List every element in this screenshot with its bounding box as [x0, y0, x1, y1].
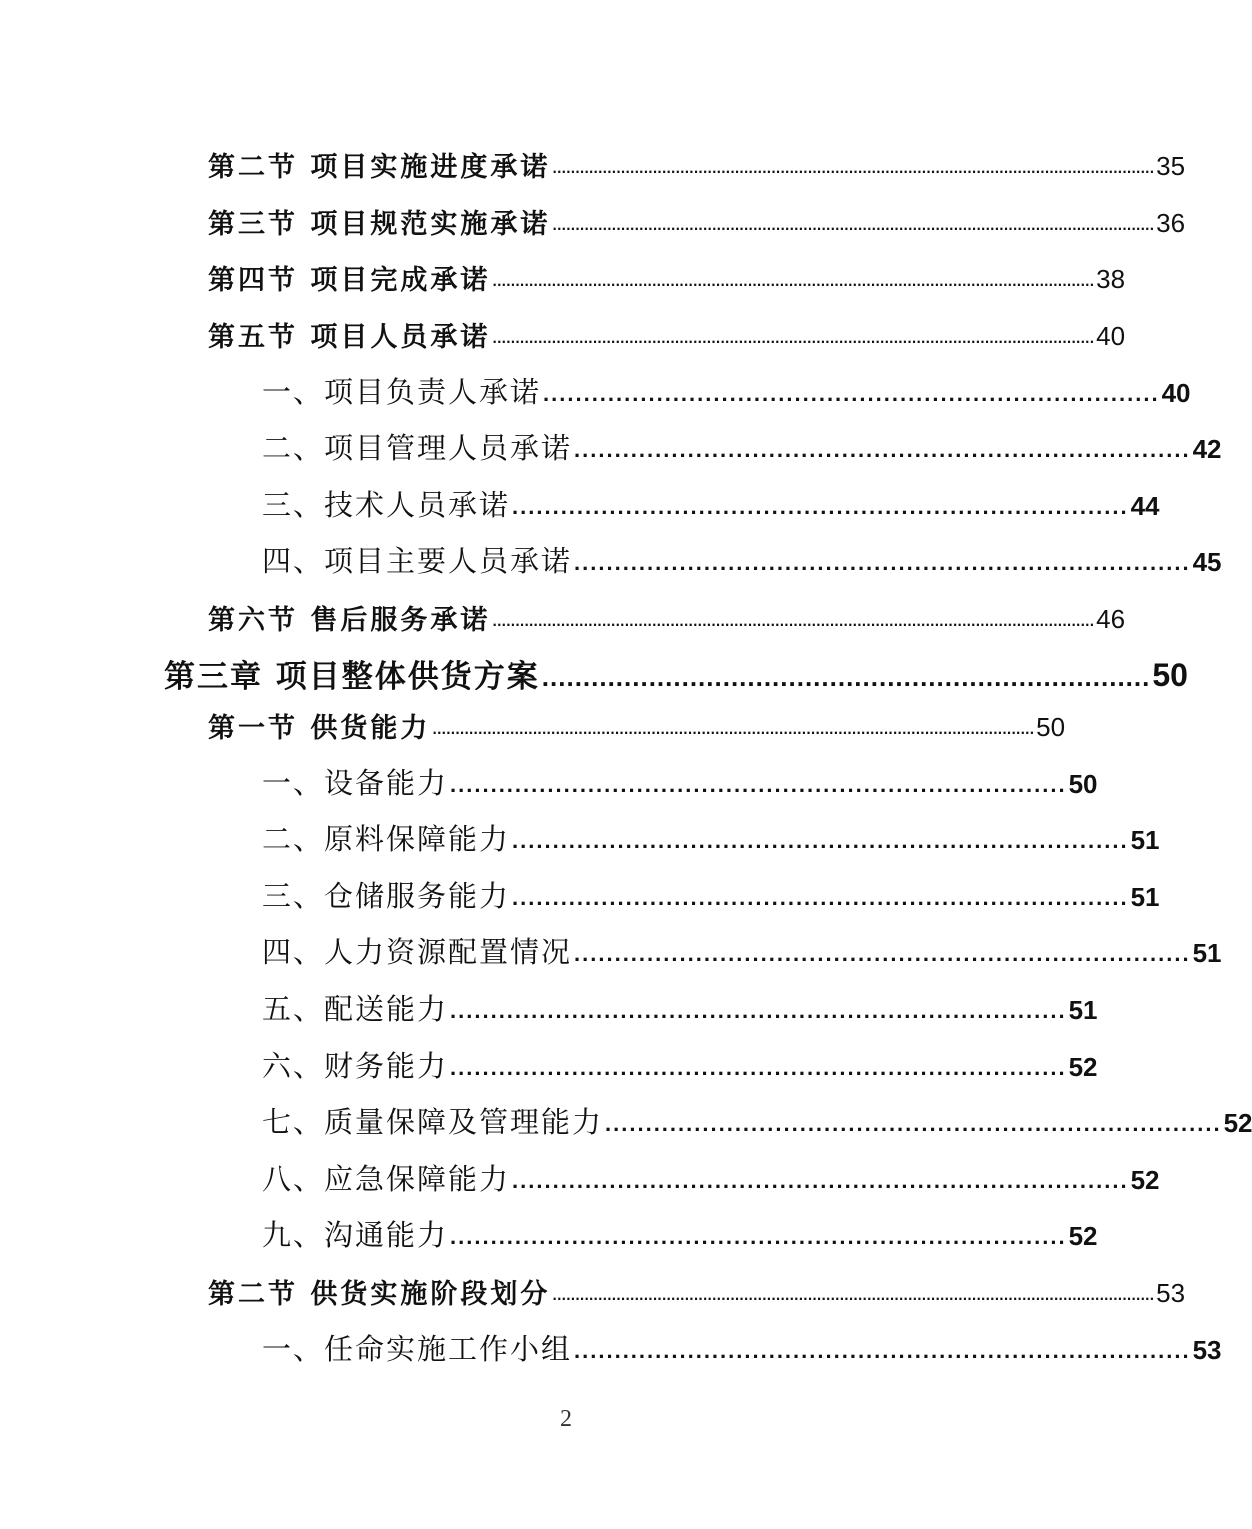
- toc-entry[interactable]: [262, 1210, 1098, 1254]
- dot-leader: ..........................................................................: [541, 662, 1151, 692]
- toc-entry-page: 35: [1156, 151, 1186, 181]
- toc-entry[interactable]: [208, 593, 1126, 637]
- toc-entry[interactable]: [262, 480, 1160, 524]
- toc-entry-page: 50: [1036, 712, 1066, 742]
- toc-entry-page: 52: [1068, 1052, 1098, 1082]
- dot-leader: ............................................................................: [450, 772, 1067, 797]
- toc-entry[interactable]: [262, 927, 1222, 971]
- toc-entry-title: 第一节 供货能力: [208, 713, 431, 744]
- toc-entry-title: 四、人力资源配置情况: [262, 935, 573, 969]
- toc-entry-title: 第四节 项目完成承诺: [208, 265, 491, 296]
- toc-entry-page: 52: [1068, 1221, 1098, 1251]
- toc-entry[interactable]: [208, 1267, 1186, 1311]
- toc-entry-title: 四、项目主要人员承诺: [262, 544, 573, 578]
- toc-entry-title: 第二节 供货实施阶段划分: [208, 1279, 551, 1310]
- toc-entry-page: 52: [1223, 1108, 1252, 1138]
- toc-entry-page: 45: [1192, 547, 1222, 577]
- toc-entry-title: 八、应急保障能力: [262, 1162, 511, 1196]
- page-number: 2: [560, 1406, 572, 1432]
- dot-leader: ............................................................................: [543, 381, 1160, 406]
- dot-leader: ............................................................................: [605, 1111, 1222, 1136]
- dot-leader: ....................................................................................................................................: [492, 615, 1095, 629]
- toc-entry[interactable]: [262, 1154, 1160, 1198]
- dot-leader: ....................................................................................................................................: [552, 1289, 1155, 1303]
- toc-entry-page: 40: [1096, 321, 1126, 351]
- toc-entry-page: 44: [1130, 491, 1160, 521]
- toc-entry-title: 七、质量保障及管理能力: [262, 1105, 604, 1139]
- dot-leader: ............................................................................: [512, 828, 1129, 853]
- toc-entry-title: 一、任命实施工作小组: [262, 1332, 573, 1366]
- toc-entry[interactable]: [208, 140, 1186, 184]
- toc-entry-title: 六、财务能力: [262, 1049, 449, 1083]
- dot-leader: ............................................................................: [574, 437, 1191, 462]
- dot-leader: ............................................................................: [512, 1168, 1129, 1193]
- toc-entry-page: 50: [1152, 657, 1188, 693]
- dot-leader: ....................................................................................................................................: [552, 219, 1155, 233]
- toc-entry-page: 51: [1192, 938, 1222, 968]
- toc-entry-page: 38: [1096, 264, 1126, 294]
- toc-entry-page: 40: [1161, 378, 1191, 408]
- toc-entry[interactable]: [262, 871, 1160, 915]
- toc-entry[interactable]: [262, 1097, 1252, 1141]
- dot-leader: ....................................................................................................................................: [492, 332, 1095, 346]
- toc-entry[interactable]: [262, 758, 1098, 802]
- toc-chapter-entry[interactable]: [164, 648, 1188, 696]
- dot-leader: ............................................................................: [574, 941, 1191, 966]
- toc-entry-page: 50: [1068, 769, 1098, 799]
- dot-leader: ............................................................................: [450, 1055, 1067, 1080]
- toc-entry-page: 53: [1192, 1335, 1222, 1365]
- toc-entry-title: 第五节 项目人员承诺: [208, 322, 491, 353]
- toc-entry-title: 九、沟通能力: [262, 1218, 449, 1252]
- dot-leader: ....................................................................................................................................: [432, 723, 1035, 737]
- dot-leader: ............................................................................: [512, 494, 1129, 519]
- toc-entry[interactable]: [208, 197, 1186, 241]
- toc-entry[interactable]: [262, 1324, 1222, 1368]
- toc-entry-page: 51: [1130, 825, 1160, 855]
- toc-entry-page: 36: [1156, 208, 1186, 238]
- toc-entry[interactable]: [262, 367, 1191, 411]
- dot-leader: ............................................................................: [450, 998, 1067, 1023]
- toc-entry-title: 第三节 项目规范实施承诺: [208, 209, 551, 240]
- toc-entry-page: 51: [1130, 882, 1160, 912]
- toc-entry-page: 52: [1130, 1165, 1160, 1195]
- toc-entry-title: 一、设备能力: [262, 766, 449, 800]
- toc-entry-title: 第三章 项目整体供货方案: [164, 659, 540, 695]
- toc-entry[interactable]: [208, 253, 1126, 297]
- toc-entry-page: 42: [1192, 434, 1222, 464]
- toc-entry-page: 53: [1156, 1278, 1186, 1308]
- dot-leader: ............................................................................: [574, 1338, 1191, 1363]
- toc-entry-title: 五、配送能力: [262, 992, 449, 1026]
- toc-entry-title: 三、技术人员承诺: [262, 488, 511, 522]
- dot-leader: ....................................................................................................................................: [552, 162, 1155, 176]
- toc-entry-title: 第六节 售后服务承诺: [208, 605, 491, 636]
- toc-entry[interactable]: [208, 310, 1126, 354]
- toc-entry[interactable]: [208, 701, 1066, 745]
- dot-leader: ............................................................................: [512, 885, 1129, 910]
- toc-entry-page: 51: [1068, 995, 1098, 1025]
- toc-entry-title: 三、仓储服务能力: [262, 879, 511, 913]
- toc-entry-title: 第二节 项目实施进度承诺: [208, 152, 551, 183]
- toc-entry-title: 二、项目管理人员承诺: [262, 431, 573, 465]
- toc-entry[interactable]: [262, 536, 1222, 580]
- toc-entry[interactable]: [262, 423, 1222, 467]
- dot-leader: ....................................................................................................................................: [492, 275, 1095, 289]
- toc-entry-title: 一、项目负责人承诺: [262, 375, 542, 409]
- toc-entry[interactable]: [262, 984, 1098, 1028]
- toc-entry-title: 二、原料保障能力: [262, 822, 511, 856]
- toc-entry[interactable]: [262, 1041, 1098, 1085]
- toc-entry[interactable]: [262, 814, 1160, 858]
- toc-entry-page: 46: [1096, 604, 1126, 634]
- dot-leader: ............................................................................: [450, 1224, 1067, 1249]
- dot-leader: ............................................................................: [574, 550, 1191, 575]
